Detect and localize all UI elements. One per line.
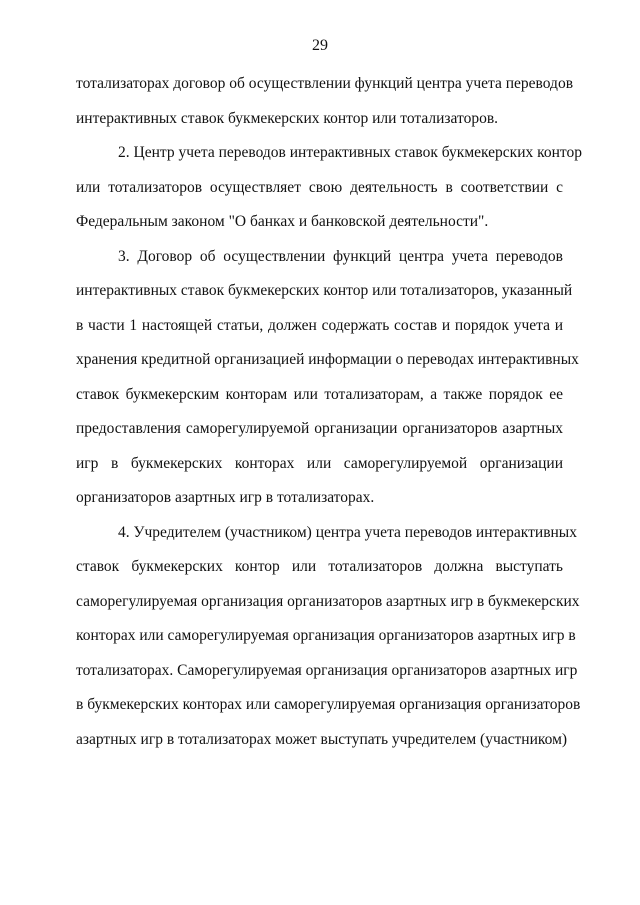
text-line: игр в букмекерских конторах или саморегулируемой организации [76, 454, 563, 472]
text-line: ставок букмекерских контор или тотализаторов должна выступать [76, 558, 563, 575]
text-line: тотализаторах договор об осуществлении функций центра учета переводов [76, 75, 574, 92]
text-line: организаторов азартных игр в тотализаторах. [76, 489, 375, 506]
text-line: предоставления саморегулируемой организации организаторов азартных [76, 420, 563, 437]
text-line: Федеральным законом "О банках и банковской деятельности". [76, 213, 489, 230]
document-body [76, 74, 582, 764]
paragraph-item-2 [76, 143, 582, 247]
paragraph-continuation [76, 74, 574, 143]
text-line: интерактивных ставок букмекерских контор или тотализаторов, указанный [76, 282, 573, 299]
text-line: конторах или саморегулируемая организация организаторов азартных игр в [76, 627, 576, 644]
page-number: 29 [312, 37, 328, 54]
text-line: 4. Учредителем (участником) центра учета переводов интерактивных [118, 523, 577, 541]
text-line: ставок букмекерским конторам или тотализаторам, а также порядок ее [76, 385, 563, 403]
text-line: в части 1 настоящей статьи, должен содержать состав и порядок учета и [76, 316, 563, 334]
text-line: интерактивных ставок букмекерских контор или тотализаторов. [76, 109, 499, 127]
text-line: или тотализаторов осуществляет свою деятельность в соответствии с [76, 178, 563, 196]
text-line: саморегулируемая организация организаторов азартных игр в букмекерских [76, 592, 580, 610]
text-line: 3. Договор об осуществлении функций центра учета переводов [118, 247, 563, 265]
text-line: хранения кредитной организацией информации о переводах интерактивных [76, 351, 579, 368]
paragraph-item-3 [76, 247, 579, 523]
text-line: в букмекерских конторах или саморегулируемая организация организаторов [76, 696, 581, 713]
text-line: тотализаторах. Саморегулируемая организация организаторов азартных игр [76, 661, 578, 679]
text-line: 2. Центр учета переводов интерактивных ставок букмекерских контор [118, 144, 582, 161]
text-line: азартных игр в тотализаторах может выступать учредителем (участником) [76, 730, 568, 748]
paragraph-item-4 [76, 523, 581, 765]
